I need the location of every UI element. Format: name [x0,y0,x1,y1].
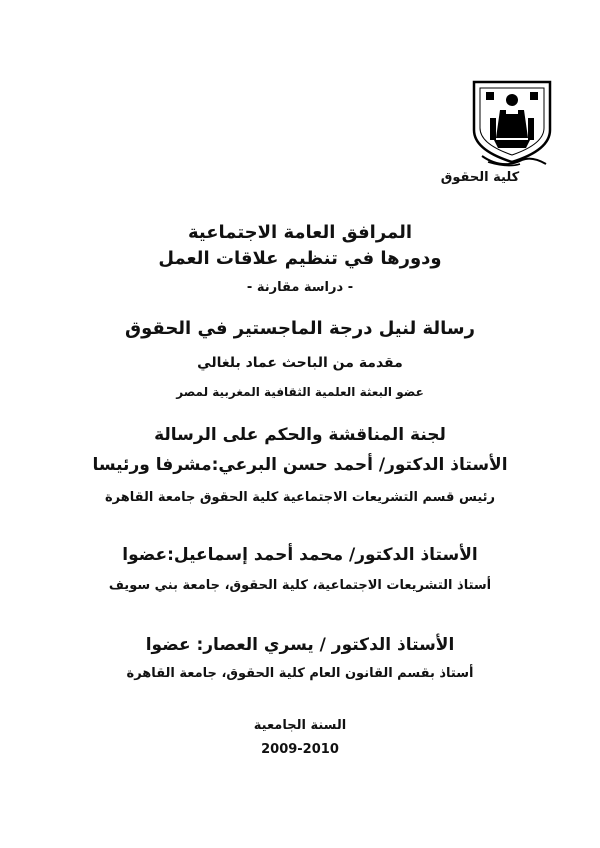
committee-member-1: الأستاذ الدكتور/ أحمد حسن البرعي:مشرفا ورئيسا [92,455,508,475]
committee-member-2-title: أستاذ التشريعات الاجتماعية، كلية الحقوق، جامعة بني سويف [108,578,492,593]
faculty-name: كلية الحقوق [440,170,520,185]
thesis-title-line-1: المرافق العامة الاجتماعية [187,222,413,243]
researcher-affiliation: عضو البعثة العلمية الثقافية المغربية لمصر [176,385,424,399]
thesis-subtitle: - دراسة مقارنة - [246,280,354,295]
academic-year-label: السنة الجامعية [253,718,347,733]
committee-member-2: الأستاذ الدكتور/ محمد أحمد إسماعيل:عضوا [122,545,478,565]
committee-member-3-title: أستاذ بقسم القانون العام كلية الحقوق، جامعة القاهرة [126,666,474,681]
thesis-title-line-2: ودورها في تنظيم علاقات العمل [158,248,442,269]
committee-heading: لجنة المناقشة والحكم على الرسالة [154,425,446,445]
degree-statement: رسالة لنيل درجة الماجستير في الحقوق [124,318,475,339]
researcher-name: مقدمة من الباحث عماد بلغالي [197,355,403,371]
university-logo [462,78,562,168]
academic-year-value: 2009-2010 [261,742,339,757]
committee-member-1-title: رئيس قسم التشريعات الاجتماعية كلية الحقوق جامعة القاهرة [104,490,496,505]
committee-member-3: الأستاذ الدكتور / يسري العصار: عضوا [145,635,455,655]
